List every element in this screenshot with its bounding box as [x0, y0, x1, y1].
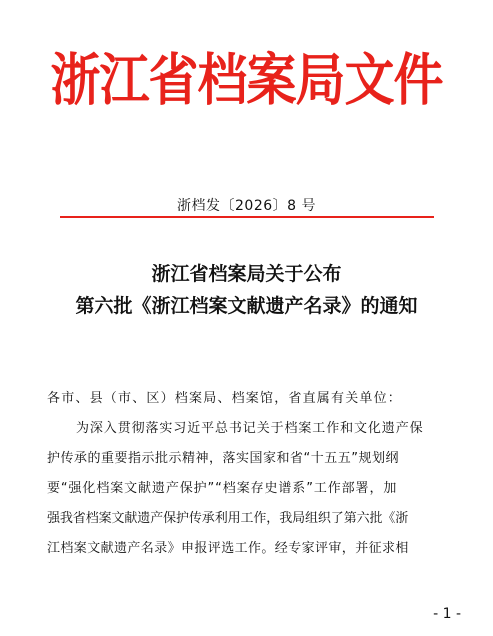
body-line-4: 强我省档案文献遗产保护传承利用工作，我局组织了第六批《浙 — [47, 511, 409, 526]
document-masthead: 浙江省档案局文件 — [50, 46, 443, 113]
salutation: 各市、县（市、区）档案局、档案馆，省直属有关单位： — [47, 391, 403, 406]
body-line-5: 江档案文献遗产名录》申报评选工作。经专家评审，并征求相 — [47, 541, 409, 556]
page-number: - 1 - — [433, 606, 461, 622]
red-separator-line — [60, 216, 434, 218]
notice-title-line-2: 第六批《浙江档案文献遗产名录》的通知 — [75, 295, 418, 317]
body-line-1: 为深入贯彻落实习近平总书记关于档案工作和文化遗产保 — [76, 421, 424, 436]
body-line-2: 护传承的重要指示批示精神，落实国家和省“十五五”规划纲 — [47, 451, 399, 466]
body-line-3: 要“强化档案文献遗产保护”“档案存史谱系”工作部署，加 — [47, 481, 398, 496]
document-number: 浙档发〔2026〕8 号 — [177, 198, 316, 214]
notice-title-line-1: 浙江省档案局关于公布 — [151, 263, 342, 285]
